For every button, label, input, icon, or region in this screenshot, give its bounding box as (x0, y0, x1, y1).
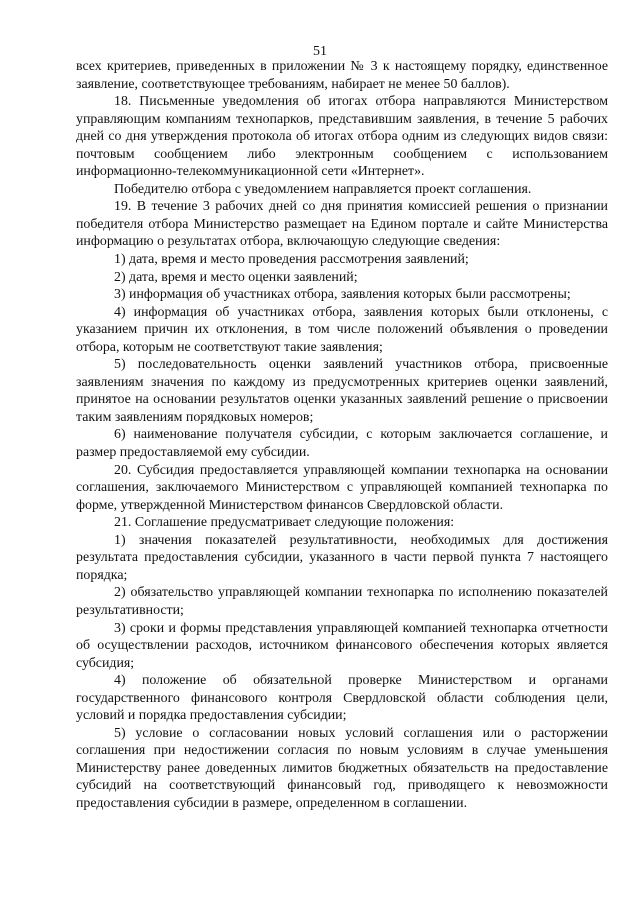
paragraph: 5) условие о согласовании новых условий соглашения или о расторжении соглашения при недостижении согласия по новым условиям в случае уменьшения Министерству ранее доведенных лимитов бюджетных обязательств на предоставление субсидий на соответствующий финансовый год, приводящего к невозможности предоставления субсидии в размере, определенном в соглашении. (76, 725, 608, 811)
paragraph: 20. Субсидия предоставляется управляющей компании технопарка на основании соглашения, заключаемого Министерством с управляющей компанией технопарка по форме, утвержденной Министерством финансов Свердловской области. (76, 462, 608, 513)
paragraph: 2) обязательство управляющей компании технопарка по исполнению показателей результативности; (76, 585, 608, 618)
paragraph: Победителю отбора с уведомлением направляется проект соглашения. (114, 181, 532, 197)
document-body (76, 58, 608, 813)
paragraph: 3) сроки и формы представления управляющей компанией технопарка отчетности об осуществлении расходов, источником финансового обеспечения которых является субсидия; (76, 620, 608, 671)
paragraph: 21. Соглашение предусматривает следующие положения: (114, 515, 455, 531)
paragraph: 4) информация об участниках отбора, заявления которых были отклонены, с указанием причин их отклонения, в том числе положений объявления о проведении отбора, которым не соответствуют такие заявления; (76, 304, 608, 355)
paragraph: 4) положение об обязательной проверке Министерством и органами государственного финансового контроля Свердловской области соблюдения цели, условий и порядка предоставления субсидии; (76, 673, 608, 724)
paragraph: 19. В течение 3 рабочих дней со дня принятия комиссией решения о признании победителя отбора Министерство размещает на Едином портале и сайте Министерства информацию о результатах отбора, включающую следующие сведения: (76, 199, 608, 250)
paragraph: 1) значения показателей результативности, необходимых для достижения результата предоставления субсидии, указанного в части первой пункта 7 настоящего порядка; (76, 532, 608, 583)
paragraph: 18. Письменные уведомления об итогах отбора направляются Министерством управляющим компаниям технопарков, представившим заявления, в течение 5 рабочих дней со дня утверждения протокола об итогах отбора одним из следующих видов связи: почтовым сообщением либо электронным сообщением с использованием информационно-телекоммуникационной сети «Интернет». (76, 94, 608, 180)
paragraph: 5) последовательность оценки заявлений участников отбора, присвоенные заявлениям значения по каждому из предусмотренных критериев оценки заявлений, принятое на основании результатов оценки указанных заявлений решение о присвоении таким заявлениям порядковых номеров; (76, 357, 608, 425)
page-number: 51 (313, 44, 327, 59)
paragraph: 6) наименование получателя субсидии, с которым заключается соглашение, и размер предоставляемой ему субсидии. (76, 427, 608, 461)
paragraph: 3) информация об участниках отбора, заявления которых были рассмотрены; (114, 287, 571, 303)
paragraph: 2) дата, время и место оценки заявлений; (114, 269, 358, 285)
paragraph: 1) дата, время и место проведения рассмотрения заявлений; (114, 252, 469, 268)
paragraph: всех критериев, приведенных в приложении № 3 к настоящему порядку, единственное заявление, соответствующее требованиям, набирает не менее 50 баллов). (76, 59, 608, 92)
